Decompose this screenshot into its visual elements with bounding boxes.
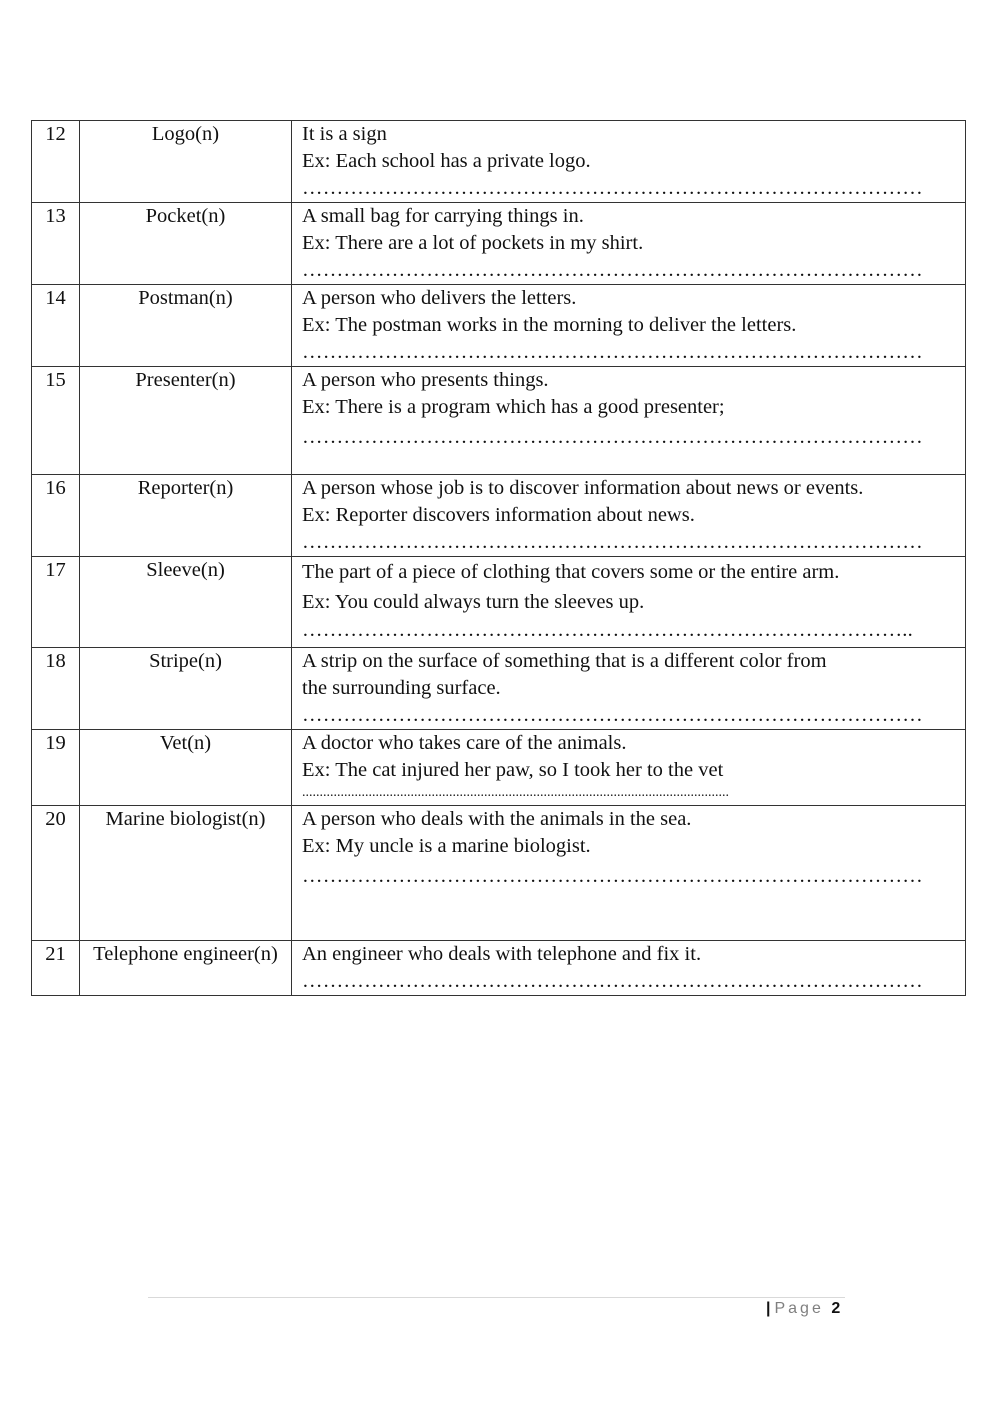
table-row — [32, 648, 966, 730]
footer-bar: | — [766, 1300, 771, 1317]
table-row — [32, 475, 966, 557]
example-text: Ex: Reporter discovers information about news. — [302, 504, 695, 526]
vocab-word: Postman(n) — [80, 285, 292, 367]
example-text: Ex: The cat injured her paw, so I took her to the vet — [302, 759, 724, 781]
example-text: Ex: The postman works in the morning to deliver the letters. — [302, 314, 797, 336]
page-label: Page — [774, 1300, 824, 1317]
table-row — [32, 730, 966, 806]
row-number: 15 — [32, 367, 80, 475]
definition-cell — [292, 203, 966, 285]
definition-cell — [292, 121, 966, 203]
vocab-word: Vet(n) — [80, 730, 292, 806]
definition-continued: the surrounding surface. — [302, 677, 501, 699]
table-row — [32, 285, 966, 367]
vocab-word: Stripe(n) — [80, 648, 292, 730]
definition-text: A person who presents things. — [302, 369, 549, 391]
page-number: 2 — [831, 1300, 841, 1317]
table-row — [32, 806, 966, 941]
row-number: 14 — [32, 285, 80, 367]
definition-text: A person who delivers the letters. — [302, 287, 577, 309]
definition-text: A person whose job is to discover information about news or events. — [302, 477, 864, 499]
example-text: Ex: My uncle is a marine biologist. — [302, 835, 591, 857]
answer-blank[interactable]: ……………………………………………………………………………… — [302, 531, 923, 553]
definition-text: A person who deals with the animals in the sea. — [302, 808, 692, 830]
vocabulary-table — [31, 120, 966, 996]
row-number: 21 — [32, 941, 80, 996]
answer-blank[interactable]: ……………………………………………………………………………… — [302, 704, 923, 726]
definition-cell — [292, 941, 966, 996]
table-row — [32, 367, 966, 475]
row-number: 16 — [32, 475, 80, 557]
vocab-word: Logo(n) — [80, 121, 292, 203]
definition-cell — [292, 475, 966, 557]
vocab-word: Marine biologist(n) — [80, 806, 292, 941]
definition-cell — [292, 367, 966, 475]
row-number: 13 — [32, 203, 80, 285]
answer-blank[interactable]: …………………………………………………………………………….. — [302, 619, 913, 641]
vocab-word: Telephone engineer(n) — [80, 941, 292, 996]
definition-cell — [292, 730, 966, 806]
answer-blank[interactable]: .......................................................................................................................... — [302, 785, 729, 800]
page-footer — [766, 1300, 840, 1318]
answer-blank[interactable]: ……………………………………………………………………………… — [302, 426, 923, 448]
table-row — [32, 557, 966, 648]
vocab-word: Presenter(n) — [80, 367, 292, 475]
row-number: 20 — [32, 806, 80, 941]
definition-cell — [292, 285, 966, 367]
example-text: Ex: There is a program which has a good presenter; — [302, 396, 725, 418]
row-number: 17 — [32, 557, 80, 648]
definition-text: It is a sign — [302, 123, 387, 145]
answer-blank[interactable]: ……………………………………………………………………………… — [302, 341, 923, 363]
example-text: Ex: You could always turn the sleeves up. — [302, 591, 645, 613]
vocab-word: Pocket(n) — [80, 203, 292, 285]
answer-blank[interactable]: ……………………………………………………………………………… — [302, 865, 923, 887]
vocab-word: Sleeve(n) — [80, 557, 292, 648]
definition-text: A small bag for carrying things in. — [302, 205, 584, 227]
answer-blank[interactable]: ……………………………………………………………………………… — [302, 259, 923, 281]
row-number: 19 — [32, 730, 80, 806]
definition-text: An engineer who deals with telephone and fix it. — [302, 943, 702, 965]
definition-text: A doctor who takes care of the animals. — [302, 732, 627, 754]
example-text: Ex: Each school has a private logo. — [302, 150, 591, 172]
definition-cell — [292, 648, 966, 730]
answer-blank[interactable]: ……………………………………………………………………………… — [302, 970, 923, 992]
definition-cell — [292, 557, 966, 648]
table-row — [32, 121, 966, 203]
footer-divider — [148, 1297, 845, 1298]
definition-text: The part of a piece of clothing that covers some or the entire arm. — [302, 561, 840, 583]
row-number: 18 — [32, 648, 80, 730]
row-number: 12 — [32, 121, 80, 203]
vocab-word: Reporter(n) — [80, 475, 292, 557]
example-text: Ex: There are a lot of pockets in my shirt. — [302, 232, 644, 254]
table-row — [32, 203, 966, 285]
definition-cell — [292, 806, 966, 941]
definition-text: A strip on the surface of something that is a different color from — [302, 650, 827, 672]
table-row — [32, 941, 966, 996]
answer-blank[interactable]: ……………………………………………………………………………… — [302, 177, 923, 199]
